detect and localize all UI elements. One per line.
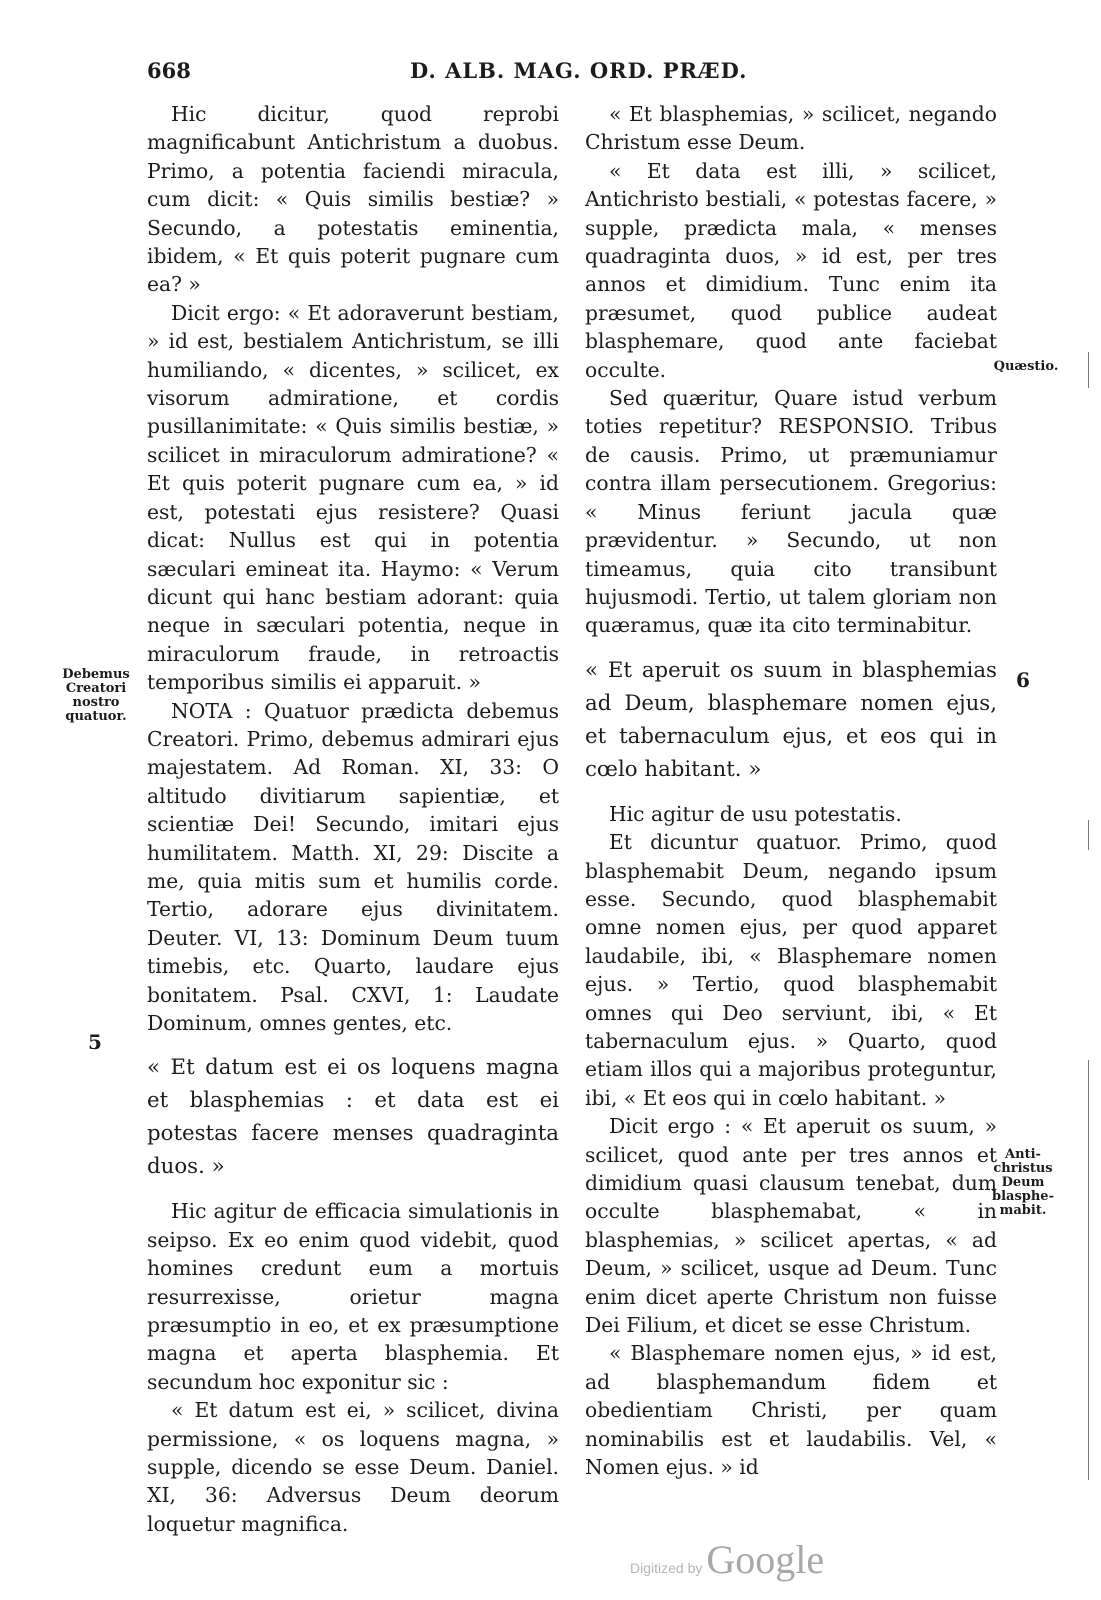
- lemma-quote: « Et datum est ei os loquens magna et blasphemias : et data est ei potestas facere menses quadraginta duos. »: [147, 1055, 559, 1180]
- paragraph: Sed quæritur, Quare istud verbum toties repetitur? RESPONSIO. Tribus de causis. Primo, ut præmuniamur contra illam persecutionem. Gregorius: « Minus feriunt jacula quæ prævidentur. » Secundo, ut non timeamus, quia cito transibunt hujusmodi. Tertio, ut talem gloriam non quæramus, quæ ita cito terminabitur.: [585, 386, 997, 638]
- digitized-text: Digitized by: [630, 1560, 703, 1576]
- digitized-footer: [630, 1536, 824, 1583]
- spacer: [147, 1037, 559, 1051]
- paragraph: NOTA : Quatuor prædicta debemus Creatori. Primo, debemus admirari ejus majestatem. Ad Roman. XI, 33: O altitudo divitiarum sapientiæ, et scientiæ Dei! Secundo, imitari ejus humilitatem. Matth. XI, 29: Discite a me, quia mitis sum et humilis corde. Tertio, adorare ejus divinitatem. Deuter. VI, 13: Dominum Deum tuum timebis, etc. Quarto, laudare ejus bonitatem. Psal. CXVI, 1: Laudate Dominum, omnes gentes, etc.: [147, 698, 559, 1035]
- margin-note-line: Creatori: [65, 681, 127, 696]
- paragraph: Hic dicitur, quod reprobi magnificabunt Antichristum a duobus. Primo, a potentia faciendi miracula, cum dicit: « Quis similis bestiæ? » Secundo, a potestatis eminentia, ibidem, « Et quis poterit pugnare cum ea? »: [147, 102, 559, 297]
- spacer: [585, 640, 997, 654]
- margin-note-debemus: [60, 668, 132, 724]
- paragraph: Hic agitur de efficacia simulationis in seipso. Ex eo enim quod videbit, quod homines credunt eum a mortuis resurrexisse, orietur magna præsumptio in eo, et ex præsumptione magna et aperta blasphemia. Et secundum hoc exponitur sic :: [147, 1199, 559, 1394]
- spacer: [147, 1183, 559, 1197]
- margin-note-line: Debemus: [62, 667, 130, 682]
- margin-note-line: Anti-: [1005, 1147, 1041, 1162]
- margin-rule: [1088, 820, 1089, 850]
- margin-rule: [1088, 1060, 1089, 1480]
- running-header: [0, 58, 1101, 94]
- spacer: [585, 786, 997, 800]
- paragraph: « Et blasphemias, » scilicet, negando Christum esse Deum.: [585, 102, 997, 155]
- running-head: D. ALB. MAG. ORD. PRÆD.: [410, 58, 748, 83]
- margin-note-line: nostro: [72, 695, 120, 710]
- paragraph: Dicit ergo : « Et aperuit os suum, » scilicet, quod ante per tres annos et dimidium quasi clausum tenebat, dum occulte blasphemabat, « in blasphemias, » scilicet apertas, « ad Deum, » scilicet, usque ad Deum. Tunc enim dicet aperte Christum non fuisse Dei Filium, et dicet se esse Christum.: [585, 1114, 997, 1338]
- margin-note-line: christus: [993, 1161, 1053, 1176]
- margin-note-line: quatuor.: [65, 709, 127, 724]
- paragraph: Hic agitur de usu potestatis.: [609, 801, 902, 826]
- section-number-left: 5: [88, 1030, 102, 1054]
- margin-note-antichristus: [990, 1148, 1056, 1218]
- margin-note-line: mabit.: [999, 1203, 1047, 1218]
- left-column: [147, 100, 559, 1538]
- paragraph: « Blasphemare nomen ejus, » id est, ad blasphemandum fidem et obedientiam Christi, per quam nominabilis est et laudabilis. Vel, « Nomen ejus. » id: [585, 1341, 997, 1480]
- section-number-right: 6: [1016, 668, 1030, 692]
- paragraph: « Et data est illi, » scilicet, Antichristo bestiali, « potestas facere, » supple, prædicta mala, « menses quadraginta duos, » id est, per tres annos et dimidium. Tunc enim ita præsumet, quod publice audeat blasphemare, quod ante faciebat occulte.: [585, 158, 997, 382]
- lemma-quote: « Et aperuit os suum in blasphemias ad Deum, blasphemare nomen ejus, et tabernaculum ejus, et eos qui in cœlo habitant. »: [585, 657, 997, 782]
- paragraph: Et dicuntur quatuor. Primo, quod blasphemabit Deum, negando ipsum esse. Secundo, quod blasphemabit omne nomen ejus, per quod apparet laudabile, ibi, « Blasphemare nomen ejus. » Tertio, quod blasphemabit omnes qui Deo serviunt, ibi, « Et tabernaculum ejus. » Quarto, quod etiam illos qui a majoribus proteguntur, ibi, « Et eos qui in cœlo habitant. »: [585, 830, 997, 1110]
- margin-note-line: Deum: [1001, 1175, 1045, 1190]
- margin-rule: [1088, 352, 1089, 388]
- paragraph: Dicit ergo: « Et adoraverunt bestiam, » id est, bestialem Antichristum, se illi humiliando, « dicentes, » scilicet, ex visorum admiratione, et cordis pusillanimitate: « Quis similis bestiæ, » scilicet in miraculorum admiratione? « Et quis poterit pugnare cum ea, » id est, potestati ejus resistere? Quasi dicat: Nullus est qui in potentia sæculari emineat ita. Haymo: « Verum dicunt qui hanc bestiam adorant: quia neque in sæculari potentia, neque in miraculorum fraude, in retroactis temporibus similis ei apparuit. »: [147, 300, 559, 695]
- paragraph: « Et datum est ei, » scilicet, divina permissione, « os loquens magna, » supple, dicendo se esse Deum. Daniel. XI, 36: Adversus Deum deorum loquetur magnifica.: [147, 1398, 559, 1536]
- margin-note-line: blasphe-: [992, 1189, 1054, 1204]
- right-column: [585, 100, 997, 1481]
- margin-note-quaestio: Quæstio.: [993, 359, 1059, 374]
- page-number: 668: [147, 58, 191, 83]
- google-logo: Google: [706, 1537, 825, 1582]
